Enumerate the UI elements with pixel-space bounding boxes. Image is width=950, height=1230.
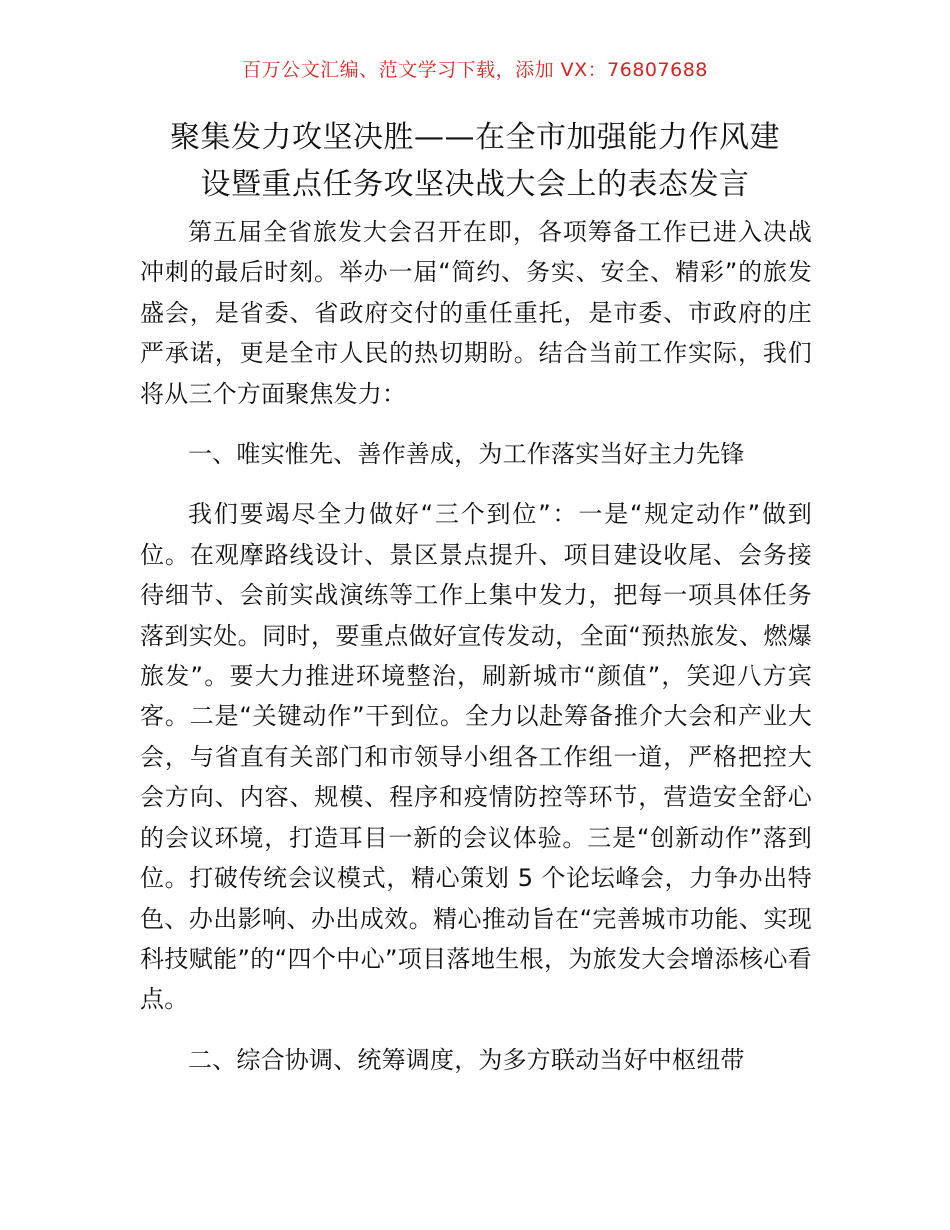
paragraph-section-1: 我们要竭尽全力做好“三个到位”：一是“规定动作”做到位。在观摩路线设计、景区景点提升、项目建设收尾、会务接待细节、会前实战演练等工作上集中发力，把每一项具体任务落到实处。同时，要重点做好宣传发动，全面“预热旅发、燃爆旅发”。要大力推进环境整治，刷新城市“颜值”，笑迎八方宾客。二是“关键动作”干到位。全力以赴筹备推介大会和产业大会，与省直有关部门和市领导小组各工作组一道，严格把控大会方向、内容、规模、程序和疫情防控等环节，营造安全舒心的会议环境，打造耳目一新的会议体验。三是“创新动作”落到位。打破传统会议模式，精心策划 5 个论坛峰会，力争办出特色、办出影响、办出成效。精心推动旨在“完善城市功能、实现科技赋能”的“四个中心”项目落地生根，为旅发大会增添核心看点。 (140, 500, 812, 1014)
header-watermark-banner: 百万公文汇编、范文学习下载，添加 VX：76807688 (242, 59, 708, 81)
document-title (120, 114, 830, 208)
title-line-2: 设暨重点任务攻坚决战大会上的表态发言 (200, 167, 750, 202)
document-body (140, 212, 812, 1100)
section-heading-1: 一、唯实惟先、善作善成，为工作落实当好主力先锋 (188, 440, 745, 469)
title-line-1: 聚集发力攻坚决胜——在全市加强能力作风建 (170, 120, 780, 155)
paragraph-intro: 第五届全省旅发大会召开在即，各项筹备工作已进入决战冲刺的最后时刻。举办一届“简约、务实、安全、精彩”的旅发盛会，是省委、省政府交付的重任重托，是市委、市政府的庄严承诺，更是全市人民的热切期盼。结合当前工作实际，我们将从三个方面聚焦发力： (140, 218, 812, 408)
section-heading-2: 二、综合协调、统筹调度，为多方联动当好中枢纽带 (188, 1045, 745, 1074)
